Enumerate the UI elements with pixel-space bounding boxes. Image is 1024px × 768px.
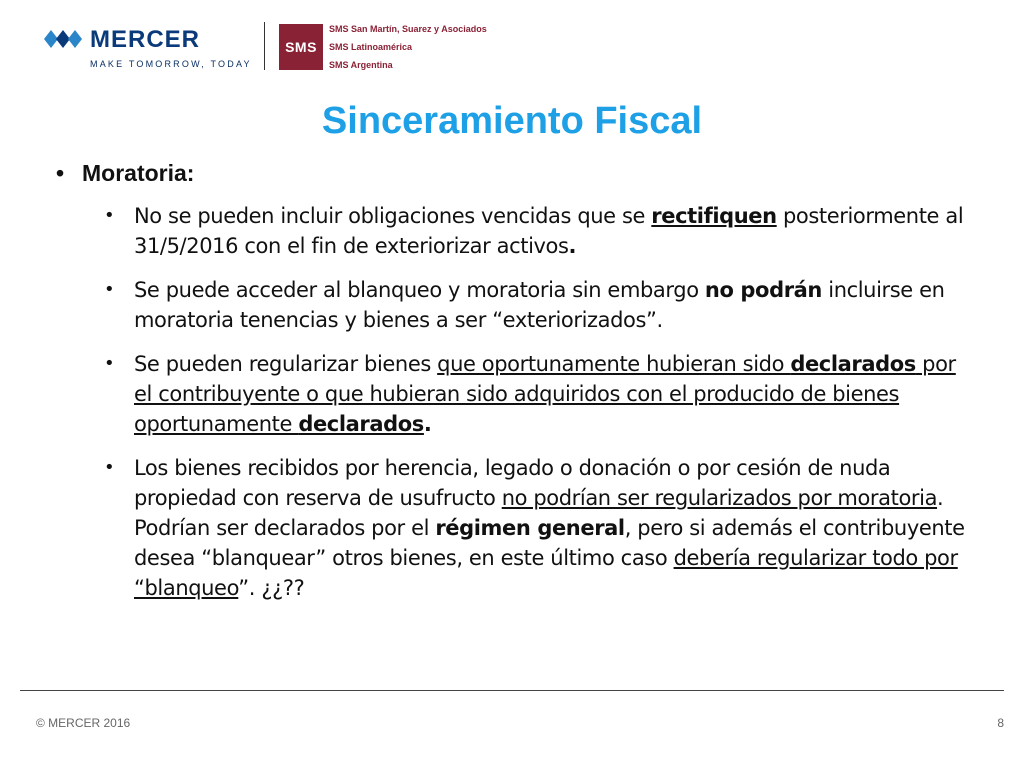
sub-bullet (56, 275, 976, 335)
bullet-text: No se pueden incluir obligaciones vencidas que se (134, 204, 652, 228)
footer-copyright: © MERCER 2016 (36, 716, 131, 730)
bullet-text-underlined: por el contribuyente o que hubieran sido adquiridos con el producido de bienes oportunamente (134, 352, 956, 436)
mercer-brand-name: MERCER (90, 26, 201, 53)
slide-content (56, 160, 976, 617)
bullet-text: ”. ¿¿?? (238, 576, 305, 600)
bullet-text-emphasis: régimen general (435, 516, 625, 540)
mercer-tagline: MAKE TOMORROW, TODAY (90, 59, 252, 69)
bullet-icon: • (56, 160, 65, 186)
bullet-text: Los bienes recibidos por herencia, legado o donación o por cesión de nuda propiedad con reserva de usufructo (134, 456, 891, 510)
bullet-icon: • (104, 205, 115, 226)
bullet-text-emphasis: . (568, 234, 577, 258)
footer-page-number: 8 (997, 716, 1004, 730)
bullet-text-underlined: debería regularizar todo por “blanqueo (134, 546, 958, 600)
footer-divider (20, 690, 1004, 691)
bullet-text-emphasis: rectifiquen (651, 204, 777, 228)
bullet-text-emphasis: no podrán (704, 278, 822, 302)
sms-line: SMS Latinoamérica (329, 42, 413, 52)
bullet-text-emphasis: . (423, 412, 432, 436)
bullet-icon: • (104, 279, 115, 300)
logo-divider (264, 22, 265, 70)
bullet-text: , pero si además el contribuyente desea “blanquear” otros bienes, en este último caso (134, 516, 965, 570)
sms-line: SMS San Martín, Suarez y Asociados (329, 24, 487, 34)
bullet-text: . Podrían ser declarados por el (134, 486, 944, 540)
sub-bullet (56, 349, 976, 439)
main-bullet-text: Moratoria: (82, 160, 195, 186)
bullet-icon: • (104, 353, 115, 374)
sub-bullet (56, 201, 976, 261)
bullet-text: posteriormente al 31/5/2016 con el fin de exteriorizar activos (134, 204, 964, 258)
slide-title: Sinceramiento Fiscal (321, 100, 703, 142)
sms-logo-box: SMS (279, 24, 323, 70)
bullet-text-underlined: no podrían ser regularizados por moratoria (501, 486, 938, 510)
sms-logo-lines (329, 24, 487, 70)
bullet-text-emphasis: declarados (298, 412, 424, 436)
sms-logo (279, 24, 539, 70)
bullet-text: incluirse en moratoria tenencias y bienes a ser “exteriorizados”. (134, 278, 945, 332)
main-bullet (56, 160, 976, 187)
bullet-text-emphasis: declarados (790, 352, 916, 376)
bullet-icon: • (104, 457, 115, 478)
bullet-text: Se pueden regularizar bienes (134, 352, 438, 376)
sub-bullet (56, 453, 976, 603)
bullet-text: Se puede acceder al blanqueo y moratoria sin embargo (134, 278, 705, 302)
bullet-text-underlined: que oportunamente hubieran sido (437, 352, 791, 376)
mercer-logo-icon (44, 28, 84, 50)
mercer-logo (44, 28, 254, 76)
sms-line: SMS Argentina (329, 60, 393, 70)
